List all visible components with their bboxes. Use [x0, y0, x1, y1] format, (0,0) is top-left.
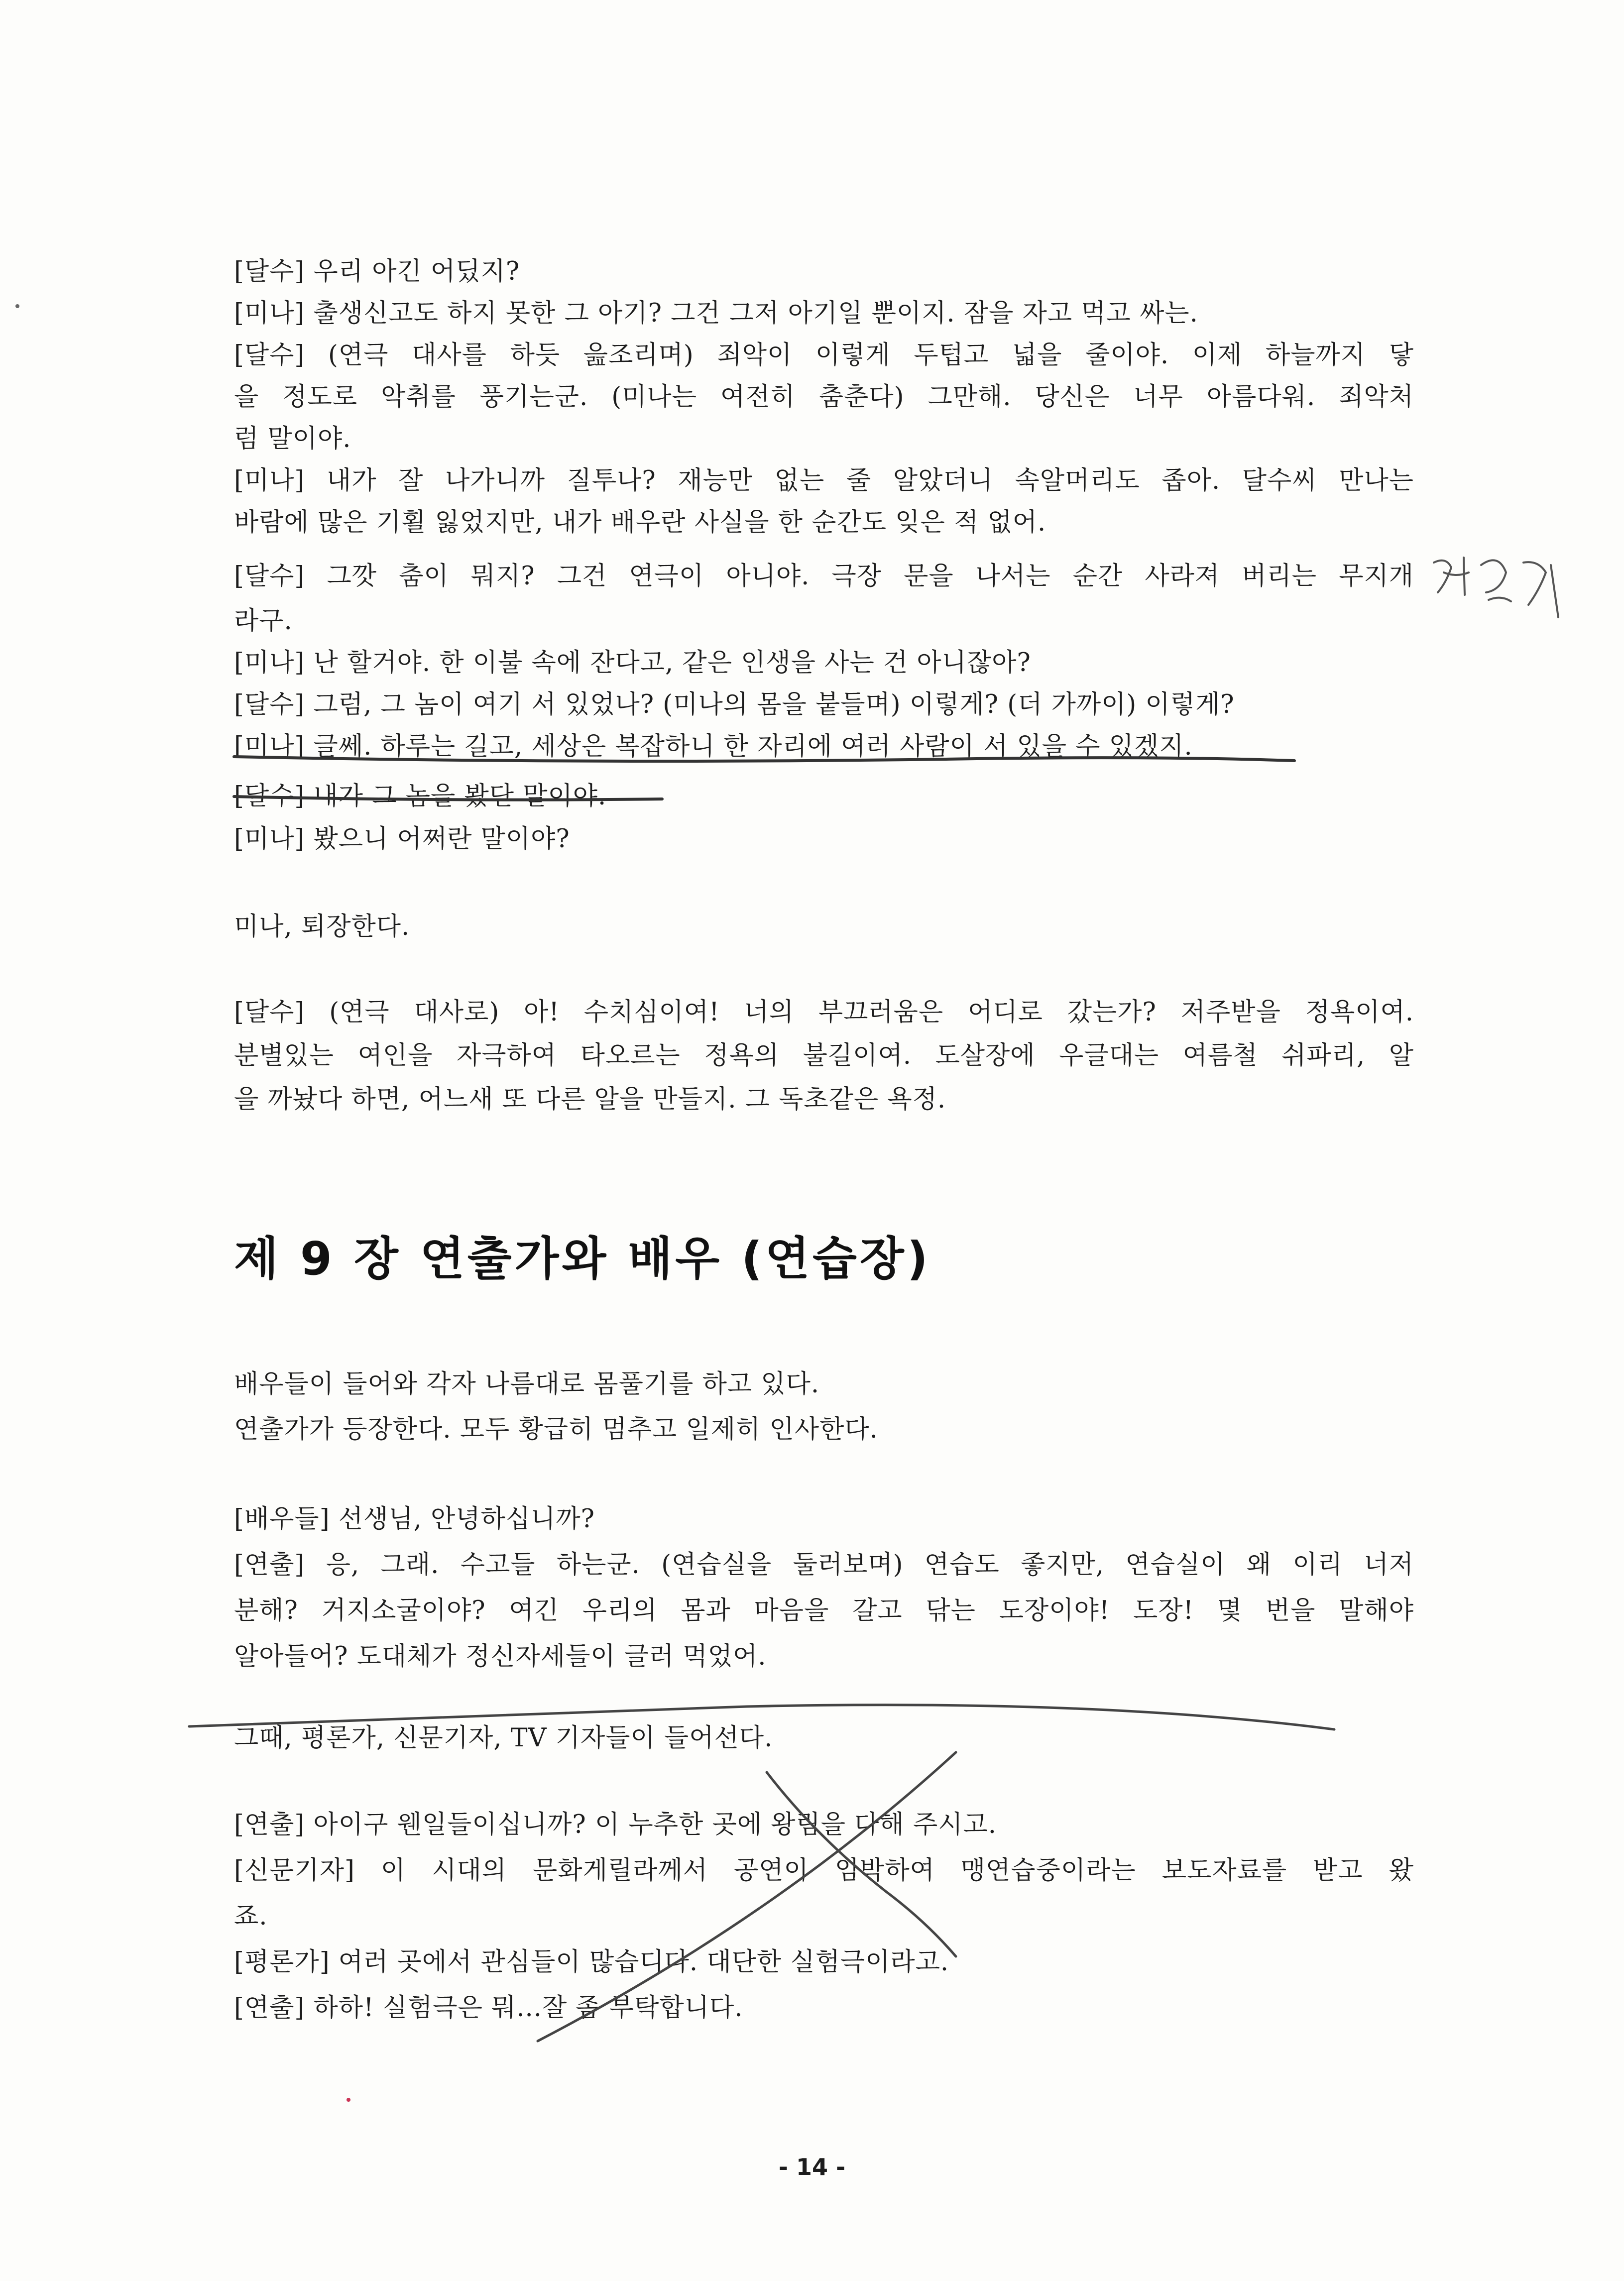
struck-line: [달수] 내가 그 놈을 봤단 말이야.: [234, 782, 607, 811]
script-line: [연출] 하하! 실험극은 뭐...잘 좀 부탁합니다.: [234, 1993, 743, 2023]
script-line: [미나] 출생신고도 하지 못한 그 아기? 그건 그저 아기일 뿐이지. 잠을 자고 먹고 싸는.: [234, 299, 1198, 328]
script-line: 을 정도로 악취를 풍기는군. (미나는 여전히 춤춘다) 그만해. 당신은 너무 아름다워. 죄악처: [234, 382, 1414, 412]
script-line: 알아들어? 도대체가 정신자세들이 글러 먹었어.: [234, 1642, 767, 1671]
script-line: [달수] 그깟 춤이 뭐지? 그건 연극이 아니야. 극장 문을 나서는 순간 사라져 버리는 무지개: [234, 562, 1414, 591]
script-line: [미나] 봤으니 어쩌란 말이야?: [234, 824, 570, 854]
stage-direction: 배우들이 들어와 각자 나름대로 몸풀기를 하고 있다.: [234, 1369, 820, 1399]
script-line: 을 까놨다 하면, 어느새 또 다른 알을 만들지. 그 독초같은 욕정.: [234, 1085, 946, 1114]
script-line: 분별있는 여인을 자극하여 타오르는 정욕의 불길이여. 도살장에 우글대는 여름철 쉬파리, 알: [234, 1041, 1414, 1070]
script-line: [달수] (연극 대사로) 아! 수치심이여! 너의 부끄러움은 어디로 갔는가? 저주받을 정욕이여.: [234, 998, 1414, 1027]
stage-direction: 연출가가 등장한다. 모두 황급히 멈추고 일제히 인사한다.: [234, 1415, 878, 1444]
script-line: [신문기자] 이 시대의 문화게릴라께서 공연이 임박하여 맹연습중이라는 보도자료를 받고 왔: [234, 1856, 1414, 1885]
page-number: - 14 -: [778, 2154, 846, 2180]
script-line: 분해? 거지소굴이야? 여긴 우리의 몸과 마음을 갈고 닦는 도장이야! 도장! 몇 번을 말해야: [234, 1596, 1414, 1625]
script-line: [달수] 우리 아긴 어딨지?: [234, 257, 520, 286]
script-line: [달수] (연극 대사를 하듯 읊조리며) 죄악이 이렇게 두텁고 넓을 줄이야. 이제 하늘까지 닿: [234, 341, 1414, 370]
handwritten-note: [1434, 558, 1558, 617]
script-line: 죠.: [234, 1902, 268, 1931]
struck-line: 그때, 평론가, 신문기자, TV 기자들이 들어선다.: [234, 1723, 773, 1753]
stage-direction: 미나, 퇴장한다.: [234, 912, 410, 941]
script-line: 라구.: [234, 606, 293, 636]
script-line: 바람에 많은 기횔 잃었지만, 내가 배우란 사실을 한 순간도 잊은 적 없어.: [234, 508, 1046, 537]
script-line: [평론가] 여러 곳에서 관심들이 많습디다. 대단한 실험극이라고.: [234, 1947, 949, 1977]
script-line: [미나] 난 할거야. 한 이불 속에 잔다고, 같은 인생을 사는 건 아니잖아?: [234, 648, 1031, 678]
struck-line: [미나] 글쎄. 하루는 길고, 세상은 복잡하니 한 자리에 여러 사람이 서 있을 수 있겠지.: [234, 732, 1193, 761]
scene-heading: 제 9 장 연출가와 배우 (연습장): [234, 1232, 931, 1285]
script-line: [배우들] 선생님, 안녕하십니까?: [234, 1504, 595, 1534]
script-line: 럼 말이야.: [234, 424, 351, 454]
script-line: [미나] 내가 잘 나가니까 질투나? 재능만 없는 줄 알았더니 속알머리도 좁아. 달수씨 만나는: [234, 466, 1414, 495]
script-line: [달수] 그럼, 그 놈이 여기 서 있었나? (미나의 몸을 붙들며) 이렇게? (더 가까이) 이렇게?: [234, 690, 1235, 719]
script-line: [연출] 아이구 웬일들이십니까? 이 누추한 곳에 왕림을 다해 주시고.: [234, 1810, 997, 1839]
script-line: [연출] 응, 그래. 수고들 하는군. (연습실을 둘러보며) 연습도 좋지만, 연습실이 왜 이리 너저: [234, 1550, 1414, 1580]
